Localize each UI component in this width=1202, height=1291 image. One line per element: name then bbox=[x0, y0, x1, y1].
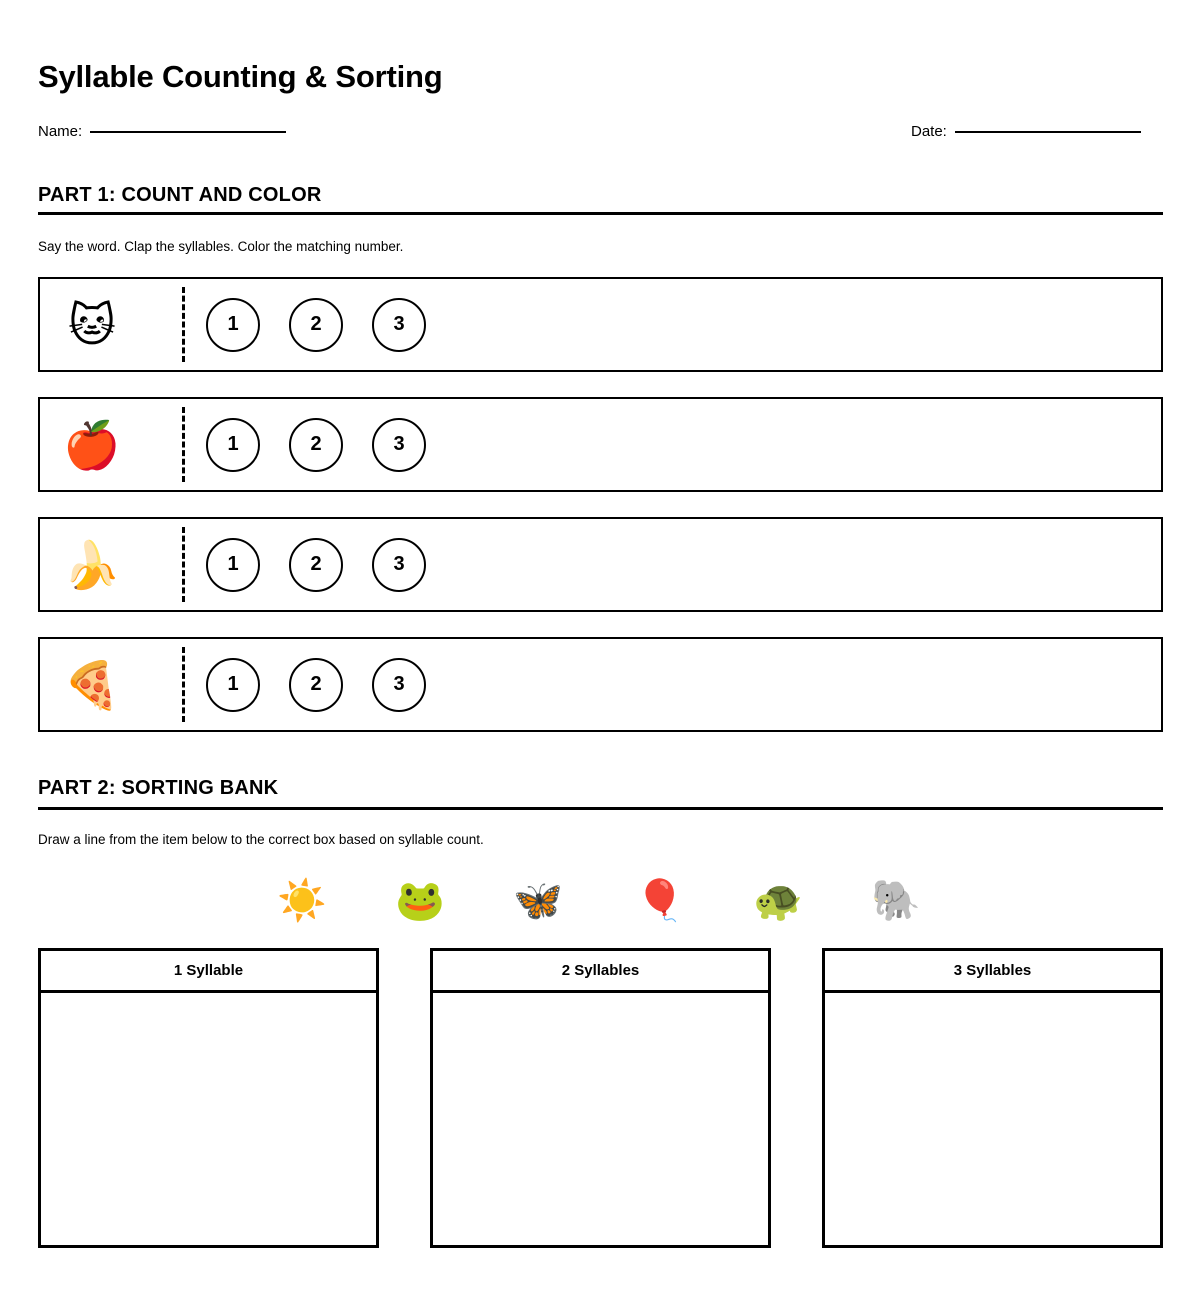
syllable-choice-1[interactable]: 1 bbox=[206, 538, 260, 592]
turtle-emoji[interactable]: 🐢 bbox=[753, 878, 803, 924]
row-dashed-divider bbox=[182, 287, 185, 362]
sorting-box-2-syllables[interactable] bbox=[430, 948, 771, 1248]
syllable-choices bbox=[206, 418, 426, 472]
syllable-choice-2[interactable]: 2 bbox=[289, 418, 343, 472]
word-row bbox=[38, 637, 1163, 732]
sorting-box-header: 1 Syllable bbox=[41, 951, 376, 993]
student-info-row bbox=[0, 122, 1202, 146]
part1-heading: PART 1: COUNT AND COLOR bbox=[38, 184, 322, 206]
frog-emoji[interactable]: 🐸 bbox=[395, 878, 445, 924]
sorting-box-header: 2 Syllables bbox=[433, 951, 768, 993]
sorting-box-header: 3 Syllables bbox=[825, 951, 1160, 993]
part1-instruction: Say the word. Clap the syllables. Color the matching number. bbox=[38, 239, 404, 254]
syllable-choice-1[interactable]: 1 bbox=[206, 658, 260, 712]
part2-heading-rule bbox=[38, 807, 1163, 810]
sorting-boxes bbox=[38, 948, 1163, 1248]
pizza-slice-emoji: 🍕 bbox=[63, 657, 121, 712]
red-apple-emoji: 🍎 bbox=[63, 417, 121, 472]
syllable-choice-2[interactable]: 2 bbox=[289, 658, 343, 712]
sun-emoji[interactable]: ☀️ bbox=[277, 878, 327, 924]
butterfly-emoji[interactable]: 🦋 bbox=[513, 878, 563, 924]
picture-bank bbox=[38, 876, 1163, 928]
count-and-color-rows bbox=[38, 277, 1163, 757]
banana-emoji: 🍌 bbox=[63, 537, 121, 592]
balloon-emoji[interactable]: 🎈 bbox=[635, 878, 685, 924]
syllable-choice-3[interactable]: 3 bbox=[372, 298, 426, 352]
sorting-box-answer-area[interactable] bbox=[433, 993, 768, 1244]
syllable-choice-3[interactable]: 3 bbox=[372, 658, 426, 712]
syllable-choice-3[interactable]: 3 bbox=[372, 538, 426, 592]
word-row bbox=[38, 277, 1163, 372]
page-title: Syllable Counting & Sorting bbox=[38, 59, 443, 94]
word-row bbox=[38, 517, 1163, 612]
sorting-box-answer-area[interactable] bbox=[825, 993, 1160, 1244]
part1-heading-rule bbox=[38, 212, 1163, 215]
sorting-box-3-syllables[interactable] bbox=[822, 948, 1163, 1248]
row-dashed-divider bbox=[182, 647, 185, 722]
part2-instruction: Draw a line from the item below to the correct box based on syllable count. bbox=[38, 832, 484, 847]
syllable-choice-1[interactable]: 1 bbox=[206, 418, 260, 472]
row-dashed-divider bbox=[182, 527, 185, 602]
name-write-line[interactable] bbox=[90, 131, 286, 133]
syllable-choices bbox=[206, 538, 426, 592]
syllable-choices bbox=[206, 298, 426, 352]
date-field bbox=[911, 122, 1141, 142]
syllable-choice-1[interactable]: 1 bbox=[206, 298, 260, 352]
name-label: Name: bbox=[38, 123, 83, 140]
cat-face-emoji: 🐱 bbox=[68, 297, 116, 352]
syllable-choice-3[interactable]: 3 bbox=[372, 418, 426, 472]
syllable-choice-2[interactable]: 2 bbox=[289, 538, 343, 592]
date-write-line[interactable] bbox=[955, 131, 1141, 133]
row-dashed-divider bbox=[182, 407, 185, 482]
elephant-emoji[interactable]: 🐘 bbox=[871, 878, 921, 924]
word-row bbox=[38, 397, 1163, 492]
syllable-choices bbox=[206, 658, 426, 712]
name-field bbox=[38, 122, 286, 142]
syllable-choice-2[interactable]: 2 bbox=[289, 298, 343, 352]
sorting-box-answer-area[interactable] bbox=[41, 993, 376, 1244]
sorting-box-1-syllable[interactable] bbox=[38, 948, 379, 1248]
part2-heading: PART 2: SORTING BANK bbox=[38, 777, 279, 799]
date-label: Date: bbox=[911, 123, 947, 140]
